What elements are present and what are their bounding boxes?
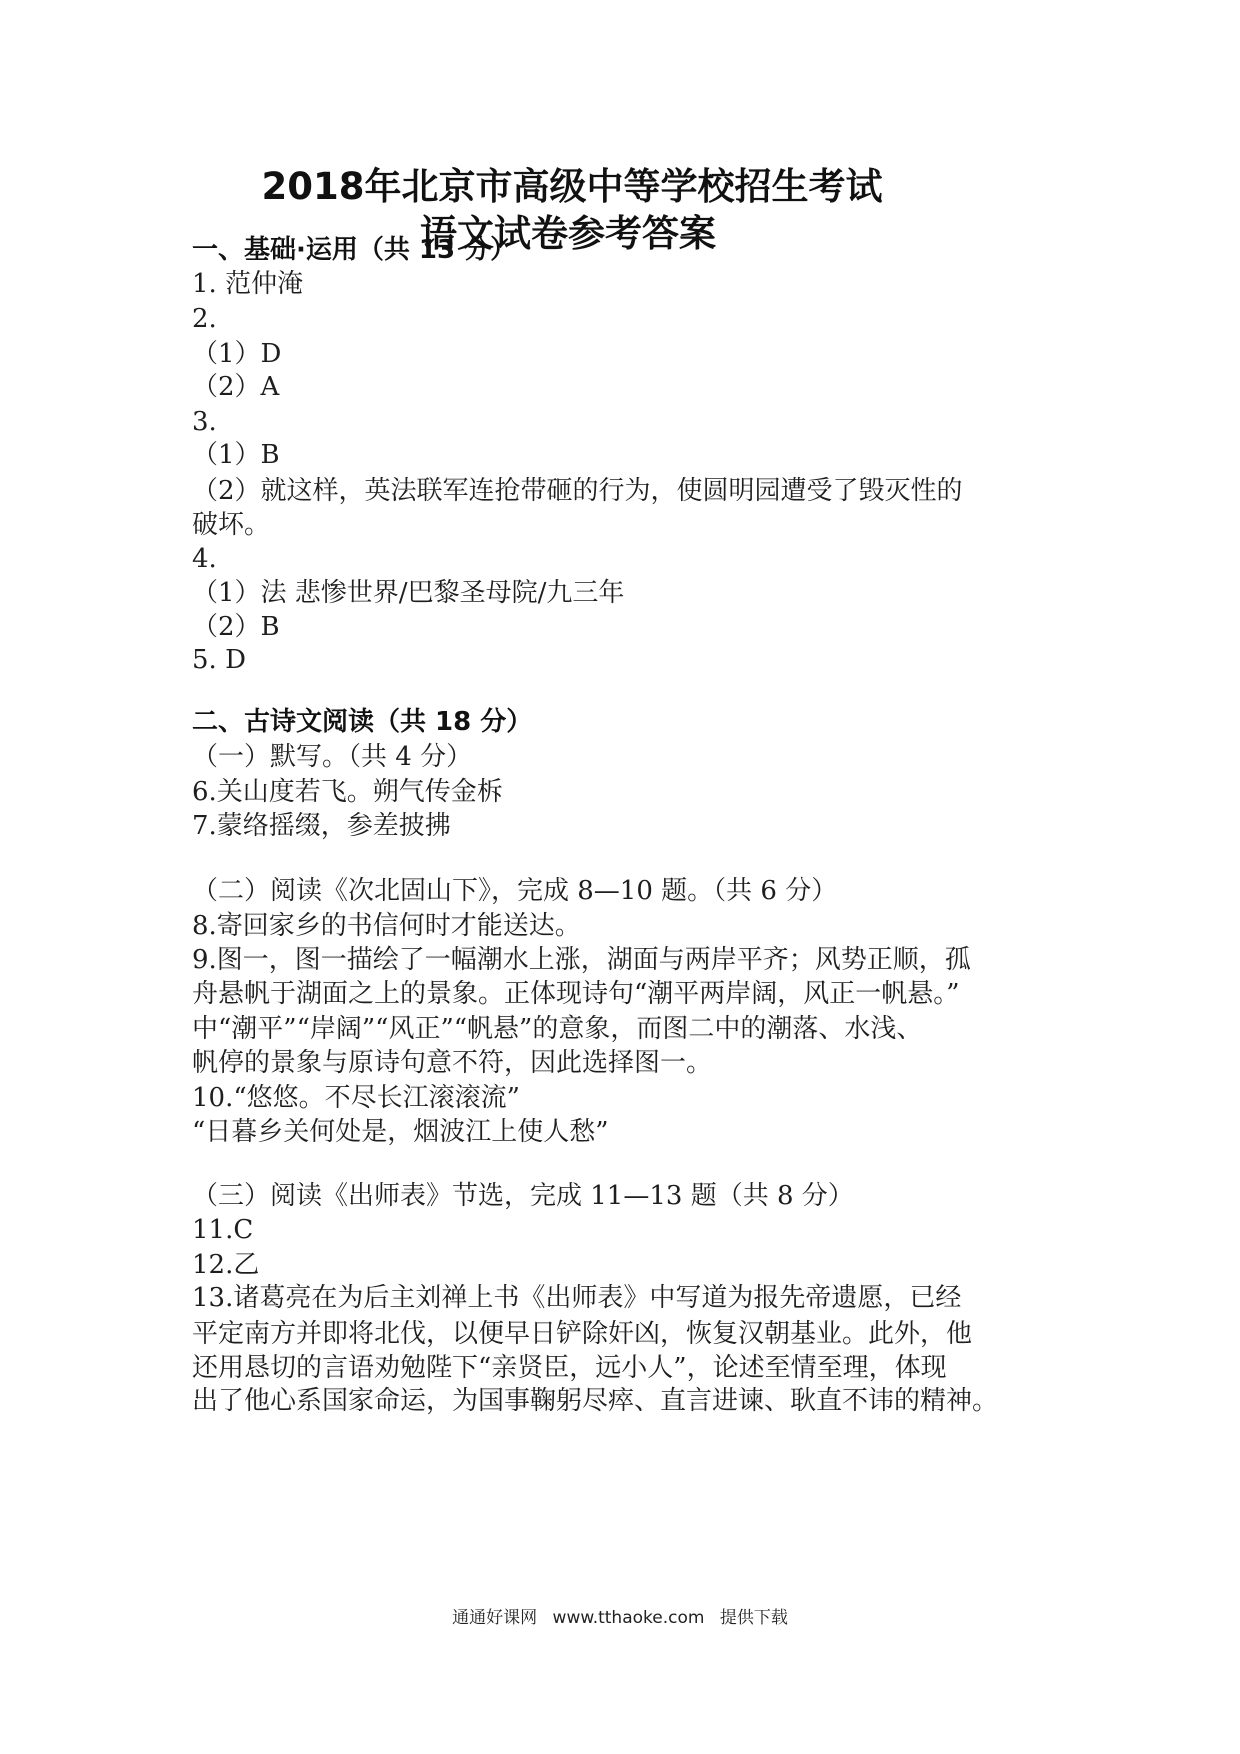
answer-line: （二）阅读《次北固山下》，完成 8—10 题。（共 6 分） [192,876,838,906]
page-footer [0,1606,1240,1630]
answer-line: 5. D [192,645,246,675]
footer-site-name: 通通好课网 [452,1608,538,1628]
exam-subtitle: 语文试卷参考答案 [420,212,716,255]
answer-line: “日暮乡关何处是，烟波江上使人愁” [192,1117,609,1147]
answer-line: 平定南方并即将北伐，以便早日铲除奸凶，恢复汉朝基业。此外，他 [192,1319,973,1349]
answer-line: 10.“悠悠。不尽长江滚滚流” [192,1083,520,1113]
answer-line: （2）B [192,612,280,642]
answer-line: 7.蒙络摇缀，参差披拂 [192,811,451,841]
answer-line: 帆停的景象与原诗句意不符，因此选择图一。 [192,1048,713,1078]
answer-line: 破坏。 [192,510,271,540]
answer-line: 舟悬帆于湖面之上的景象。正体现诗句“潮平两岸阔，风正一帆悬。” [192,979,960,1009]
section-heading: 一、基础·运用（共 13 分） [192,235,517,265]
footer-url-link[interactable]: www.tthaoke.com [552,1608,705,1628]
answer-line: （一）默写。（共 4 分） [192,742,473,772]
answer-line: 3. [192,407,217,437]
answer-line: 中“潮平”“岸阔”“风正”“帆悬”的意象，而图二中的潮落、水浅、 [192,1014,923,1044]
answer-line: 1. 范仲淹 [192,269,304,299]
answer-line: 还用恳切的言语劝勉陛下“亲贤臣，远小人”，论述至情至理，体现 [192,1353,947,1383]
answer-line: 9.图一，图一描绘了一幅潮水上涨，湖面与两岸平齐；风势正顺，孤 [192,945,971,975]
section-heading: 二、古诗文阅读（共 18 分） [192,707,533,737]
answer-line: 13.诸葛亮在为后主刘禅上书《出师表》中写道为报先帝遗愿，已经 [192,1283,962,1313]
answer-line: 2. [192,304,217,334]
answer-line: 11.C [192,1215,254,1245]
answer-line: 12.乙 [192,1250,260,1280]
answer-line: （1）B [192,440,280,470]
exam-title: 2018年北京市高级中等学校招生考试 [261,165,883,208]
answer-line: （2）A [192,372,280,402]
answer-line: 4. [192,544,217,574]
answer-line: （2）就这样，英法联军连抢带砸的行为，使圆明园遭受了毁灭性的 [192,476,963,506]
answer-line: （1）D [192,339,282,369]
answer-line: 6.关山度若飞。朔气传金柝 [192,777,503,807]
answer-line: 出了他心系国家命运，为国事鞠躬尽瘁、直言进谏、耿直不讳的精神。 [192,1386,999,1416]
answer-line: （三）阅读《出师表》节选，完成 11—13 题（共 8 分） [192,1181,854,1211]
answer-line: 8.寄回家乡的书信何时才能送达。 [192,911,581,941]
footer-suffix: 提供下载 [719,1608,788,1628]
answer-line: （1）法 悲惨世界/巴黎圣母院/九三年 [192,578,625,608]
